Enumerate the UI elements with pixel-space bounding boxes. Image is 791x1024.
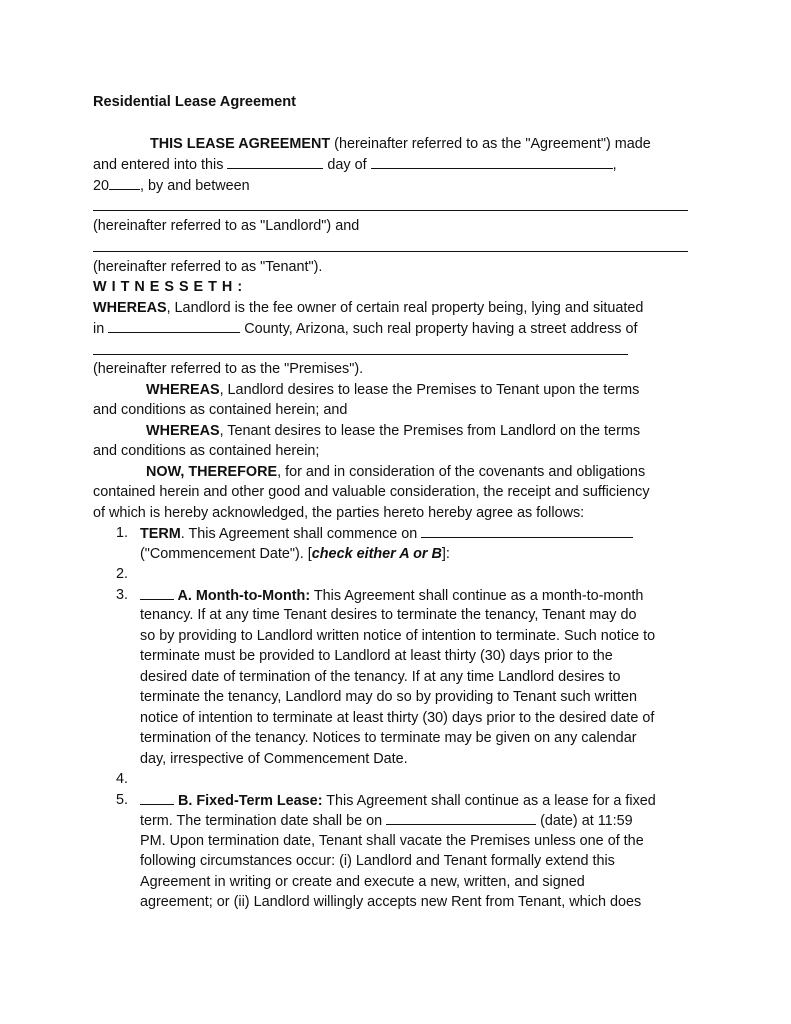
item-number-2: 2.: [116, 566, 129, 582]
year-prefix: 20: [93, 178, 110, 194]
term-text-2a: ("Commencement Date"). [: [140, 546, 312, 562]
option-a-line: notice of intention to terminate at least thirty (30) days prior to the desired date of: [140, 710, 655, 726]
termination-date-blank[interactable]: [386, 810, 536, 825]
intro-line-1: [150, 134, 651, 154]
whereas1-line-1: [93, 298, 643, 318]
document-title: Residential Lease Agreement: [93, 94, 297, 110]
option-b-checkbox-blank[interactable]: [140, 790, 174, 805]
term-line-1: [140, 523, 633, 543]
tenant-ref: (hereinafter referred to as "Tenant").: [93, 259, 323, 275]
option-a-line: so by providing to Landlord written notice of intention to terminate. Such notice to: [140, 628, 656, 644]
whereas3-line-2: and conditions as contained herein;: [93, 443, 320, 459]
whereas1-line-2: [93, 318, 638, 338]
whereas1-in: in: [93, 321, 109, 337]
whereas1-text-2: County, Arizona, such real property having a street address of: [240, 321, 638, 337]
intro-text-3b: , by and between: [140, 178, 250, 194]
option-a-line: desired date of termination of the tenancy. If at any time Landlord desires to: [140, 669, 621, 685]
option-b-bold: B. Fixed-Term Lease:: [174, 793, 323, 809]
county-blank[interactable]: [108, 318, 240, 333]
now-line-2: contained herein and other good and valuable consideration, the receipt and sufficiency: [93, 484, 650, 500]
intro-bold: THIS LEASE AGREEMENT: [150, 136, 331, 152]
commencement-date-blank[interactable]: [421, 523, 633, 538]
witnesseth-heading: W I T N E S S E T H :: [93, 279, 243, 295]
option-b-text-2a: term. The termination date shall be on: [140, 813, 387, 829]
option-a-line-1: [140, 585, 643, 605]
option-b-line-1: [140, 790, 656, 810]
term-instruction: check either A or B: [311, 546, 442, 562]
option-b-line: agreement; or (ii) Landlord willingly accepts new Rent from Tenant, which does: [140, 894, 642, 910]
now-bold: NOW, THEREFORE: [146, 464, 278, 480]
term-text-2c: ]:: [441, 546, 450, 562]
landlord-name-line[interactable]: [93, 210, 688, 211]
option-b-line: PM. Upon termination date, Tenant shall vacate the Premises unless one of the: [140, 833, 644, 849]
intro-line-2: [93, 154, 617, 174]
term-line-2: [140, 544, 450, 564]
option-b-line: Agreement in writing or create and execute a new, written, and signed: [140, 874, 585, 890]
option-b-line: following circumstances occur: (i) Landlord and Tenant formally extend this: [140, 853, 615, 869]
whereas1-text: , Landlord is the fee owner of certain real property being, lying and situated: [166, 300, 644, 316]
item-number-3: 3.: [116, 587, 129, 603]
day-blank[interactable]: [227, 154, 323, 169]
whereas3-line-1: [146, 421, 640, 441]
intro-text-2a: and entered into this: [93, 157, 228, 173]
item-number-1: 1.: [116, 525, 129, 541]
intro-text: (hereinafter referred to as the "Agreement") made: [330, 136, 651, 152]
landlord-ref: (hereinafter referred to as "Landlord") and: [93, 218, 360, 234]
whereas2-line-1: [146, 380, 639, 400]
whereas1-bold: WHEREAS: [93, 300, 167, 316]
option-a-text: This Agreement shall continue as a month-to-month: [310, 588, 644, 604]
option-a-line: terminate must be provided to Landlord at least thirty (30) days prior to the: [140, 648, 613, 664]
intro-text-2b: day of: [323, 157, 371, 173]
whereas2-text: , Landlord desires to lease the Premises to Tenant upon the terms: [219, 382, 640, 398]
street-address-line[interactable]: [93, 354, 628, 355]
item-number-4: 4.: [116, 771, 129, 787]
term-bold: TERM: [140, 526, 181, 542]
option-a-checkbox-blank[interactable]: [140, 585, 174, 600]
option-b-text: This Agreement shall continue as a lease for a fixed: [322, 793, 656, 809]
option-b-text-2b: (date) at 11:59: [536, 813, 633, 829]
whereas3-text: , Tenant desires to lease the Premises from Landlord on the terms: [219, 423, 641, 439]
whereas2-bold: WHEREAS: [146, 382, 220, 398]
month-blank[interactable]: [371, 154, 613, 169]
premises-ref: (hereinafter referred to as the "Premises").: [93, 361, 364, 377]
now-line-3: of which is hereby acknowledged, the parties hereto hereby agree as follows:: [93, 505, 585, 521]
now-line-1: [146, 462, 645, 482]
tenant-name-line[interactable]: [93, 251, 688, 252]
whereas2-line-2: and conditions as contained herein; and: [93, 402, 348, 418]
item-number-5: 5.: [116, 792, 129, 808]
intro-text-2c: ,: [612, 157, 617, 173]
option-a-line: tenancy. If at any time Tenant desires to terminate the tenancy, Tenant may do: [140, 607, 637, 623]
option-a-bold: A. Month-to-Month:: [174, 588, 311, 604]
year-blank[interactable]: [109, 175, 140, 190]
now-text: , for and in consideration of the covenants and obligations: [277, 464, 646, 480]
term-text: . This Agreement shall commence on: [180, 526, 422, 542]
whereas3-bold: WHEREAS: [146, 423, 220, 439]
option-a-line: day, irrespective of Commencement Date.: [140, 751, 408, 767]
option-b-line-2: [140, 810, 633, 830]
option-a-line: termination of the tenancy. Notices to terminate may be given on any calendar: [140, 730, 637, 746]
option-a-line: terminate the tenancy, Landlord may do so by providing to Tenant such written: [140, 689, 638, 705]
intro-line-3: [93, 175, 250, 195]
